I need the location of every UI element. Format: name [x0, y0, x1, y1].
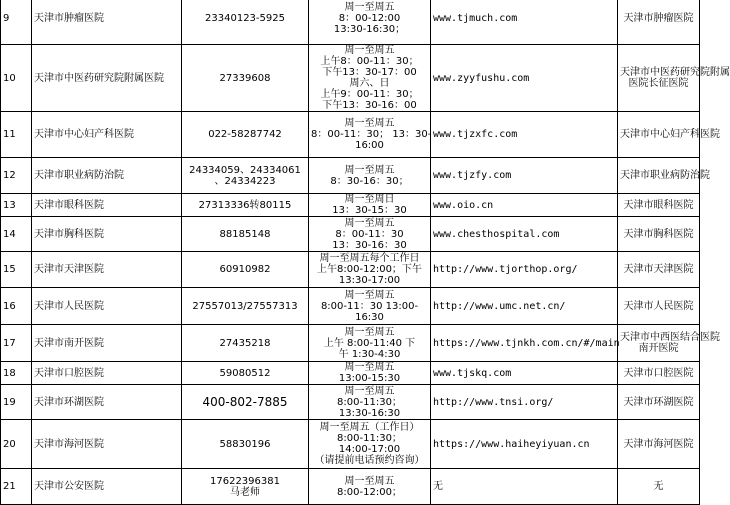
- table-row: [1, 325, 700, 362]
- registered-name: [618, 158, 710, 194]
- contact-phone: [182, 217, 309, 252]
- service-hours-line: 午 1:30-4:30: [338, 348, 401, 360]
- website: www.tjmuch.com: [431, 0, 618, 45]
- table-row: [1, 194, 700, 217]
- service-hours-line: 周一至周日: [344, 194, 395, 205]
- service-hours: [309, 194, 431, 217]
- service-hours-line: 8:00-11:30；: [337, 396, 402, 408]
- table-row: [1, 469, 700, 505]
- service-hours: [309, 385, 431, 420]
- table-row: [1, 217, 700, 252]
- row-number: 10: [1, 45, 32, 112]
- row-number: 20: [1, 420, 32, 469]
- registered-name: [618, 194, 700, 217]
- contact-phone-line: 022-58287742: [208, 129, 282, 140]
- website: www.oio.cn: [431, 194, 618, 217]
- registered-name-line: 天津市海河医院: [623, 438, 694, 450]
- contact-phone: [182, 385, 309, 420]
- registered-name-line: 天津市人民医院: [623, 300, 694, 312]
- registered-name: [618, 217, 700, 252]
- contact-phone: [182, 194, 309, 217]
- hospital-name: 天津市南开医院: [32, 325, 182, 362]
- hospital-name: 天津市海河医院: [32, 420, 182, 469]
- registered-name: [618, 362, 700, 385]
- service-hours-line: 周一至周五: [344, 385, 395, 397]
- registered-name: [618, 288, 700, 325]
- table-body: [1, 0, 730, 505]
- registered-name: [618, 420, 700, 469]
- table-row: [1, 45, 700, 112]
- service-hours: [309, 325, 431, 362]
- service-hours: [309, 420, 431, 469]
- registered-name-line: 天津市胸科医院: [623, 228, 694, 240]
- registered-name-line: 天津市中医药研究院附属: [620, 67, 730, 78]
- service-hours-line: 8：00-11：30； 13：30-: [311, 129, 432, 140]
- table-row: [1, 362, 700, 385]
- table-row: [1, 252, 700, 288]
- service-hours-line: 周一至周五（工作日）: [319, 422, 420, 433]
- service-hours: [309, 45, 431, 112]
- service-hours-line: 下午13：30-16：00: [322, 100, 417, 111]
- website: http://www.tnsi.org/: [431, 385, 618, 420]
- row-number: 17: [1, 325, 32, 362]
- registered-name-line: 天津市中西医结合医院: [620, 332, 720, 343]
- registered-name-line: 南开医院: [638, 343, 679, 354]
- service-hours-line: 上午9：00-11：30；: [320, 89, 419, 100]
- service-hours-line: 8：00-12:00: [338, 13, 401, 24]
- service-hours-line: 14:00-17:00: [338, 444, 401, 455]
- contact-phone-line: 27435218: [219, 337, 271, 349]
- service-hours-line: 8:00-12:00；: [337, 486, 402, 498]
- service-hours: [309, 217, 431, 252]
- service-hours-line: 13:30-16:30；: [333, 24, 406, 35]
- registered-name-line: 天津市天津医院: [623, 264, 694, 275]
- service-hours: [309, 469, 431, 505]
- contact-phone-line: 24334059、24334061: [189, 164, 301, 176]
- hospital-name: 天津市职业病防治院: [32, 158, 182, 194]
- row-number: 9: [1, 0, 32, 45]
- contact-phone: [182, 469, 309, 505]
- contact-phone-line: 88185148: [219, 228, 271, 240]
- service-hours: [309, 288, 431, 325]
- service-hours-line: 周一至周五: [344, 118, 395, 129]
- contact-phone: [182, 288, 309, 325]
- contact-phone: [182, 0, 309, 45]
- contact-phone-line: 27339608: [219, 72, 271, 84]
- service-hours-line: 上午 8:00-11:40 下: [323, 337, 416, 349]
- service-hours-line: 16:00: [355, 140, 384, 151]
- service-hours-line: 周一至周五: [344, 2, 395, 13]
- service-hours-line: 13:30-16:30: [338, 407, 401, 419]
- contact-phone: [182, 362, 309, 385]
- row-number: 12: [1, 158, 32, 194]
- website: www.chesthospital.com: [431, 217, 618, 252]
- registered-name: [618, 325, 720, 362]
- service-hours-line: 8：30-16：30；: [330, 175, 409, 187]
- service-hours-line: 周一至周五: [344, 475, 395, 487]
- contact-phone-line: 60910982: [219, 264, 271, 275]
- contact-phone: [182, 45, 309, 112]
- registered-name-line: 无: [653, 481, 664, 492]
- row-number: 14: [1, 217, 32, 252]
- service-hours-line: 13:30-17:00: [338, 275, 401, 286]
- hospital-name: 天津市中医药研究院附属医院: [32, 45, 182, 112]
- service-hours-line: 周一至周五: [344, 289, 395, 301]
- contact-phone: [182, 158, 309, 194]
- website: www.tjzfy.com: [431, 158, 618, 194]
- table-row: [1, 385, 700, 420]
- hospital-name: 天津市肿瘤医院: [32, 0, 182, 45]
- registered-name: [618, 252, 700, 288]
- table-row: [1, 158, 700, 194]
- website: https://www.haiheyiyuan.cn: [431, 420, 618, 469]
- hospital-name: 天津市天津医院: [32, 252, 182, 288]
- service-hours-line: 13：30-16：30: [332, 239, 407, 251]
- website: http://www.tjorthop.org/: [431, 252, 618, 288]
- service-hours-line: 周一至周五: [344, 45, 395, 56]
- registered-name-line: 天津市职业病防治院: [620, 170, 710, 181]
- contact-phone-line: 58830196: [219, 438, 271, 450]
- registered-name-line: 天津市环湖医院: [623, 396, 694, 408]
- service-hours: [309, 252, 431, 288]
- registered-name: [618, 385, 700, 420]
- contact-phone-line: 17622396381: [210, 475, 280, 487]
- row-number: 15: [1, 252, 32, 288]
- row-number: 13: [1, 194, 32, 217]
- service-hours-line: （请提前电话预约咨询）: [314, 455, 425, 466]
- registered-name: [618, 0, 700, 45]
- service-hours-line: 周一至周五: [344, 362, 395, 373]
- registered-name-line: 天津市中心妇产科医院: [620, 129, 720, 140]
- website: 无: [431, 469, 618, 505]
- contact-phone-line: 59080512: [219, 367, 271, 379]
- registered-name-line: 天津市眼科医院: [623, 199, 694, 211]
- registered-name: [618, 469, 700, 505]
- hospital-name: 天津市眼科医院: [32, 194, 182, 217]
- service-hours: [309, 362, 431, 385]
- registered-name-line: 天津市肿瘤医院: [623, 13, 694, 24]
- service-hours-line: 上午8:00-12:00；下午: [317, 264, 422, 275]
- service-hours-line: 13：30-15：30: [332, 205, 407, 216]
- row-number: 16: [1, 288, 32, 325]
- table-row: [1, 288, 700, 325]
- service-hours-line: 8：00-11：30: [335, 228, 404, 240]
- hospital-name: 天津市中心妇产科医院: [32, 112, 182, 158]
- table-row: [1, 420, 700, 469]
- service-hours-line: 周一至周五: [344, 217, 395, 229]
- contact-phone-line: 、24334223: [214, 175, 276, 187]
- table-row: [1, 0, 700, 45]
- service-hours: [309, 112, 431, 158]
- row-number: 11: [1, 112, 32, 158]
- service-hours: [309, 158, 431, 194]
- hospital-name: 天津市环湖医院: [32, 385, 182, 420]
- contact-phone-line: 27557013/27557313: [192, 300, 298, 312]
- service-hours-line: 下午13：30-17：00: [322, 67, 417, 78]
- table-row: [1, 112, 700, 158]
- row-number: 19: [1, 385, 32, 420]
- service-hours-line: 周一至周五: [344, 326, 395, 338]
- contact-phone: [182, 325, 309, 362]
- website: http://www.umc.net.cn/: [431, 288, 618, 325]
- hospital-name: 天津市公安医院: [32, 469, 182, 505]
- registered-name: [618, 112, 720, 158]
- registered-name-line: 天津市口腔医院: [623, 367, 694, 379]
- service-hours-line: 8:00-11:30；: [337, 433, 402, 444]
- contact-phone-line: 400-802-7885: [202, 394, 288, 409]
- contact-phone-line: 马老师: [230, 486, 260, 498]
- website: www.zyyfushu.com: [431, 45, 618, 112]
- contact-phone: [182, 420, 309, 469]
- contact-phone: [182, 112, 309, 158]
- service-hours-line: 16:30: [355, 311, 384, 323]
- service-hours-line: 上午8：00-11：30；: [320, 56, 419, 67]
- hospital-name: 天津市人民医院: [32, 288, 182, 325]
- website: https://www.tjnkh.com.cn/#/main: [431, 325, 618, 362]
- website: www.tjskq.com: [431, 362, 618, 385]
- service-hours-line: 周六、日: [349, 78, 390, 89]
- hospital-name: 天津市口腔医院: [32, 362, 182, 385]
- service-hours-line: 周一至周五每个工作日: [319, 253, 420, 264]
- hospital-name: 天津市胸科医院: [32, 217, 182, 252]
- contact-phone-line: 27313336转80115: [198, 199, 292, 211]
- contact-phone-line: 23340123-5925: [205, 13, 285, 24]
- website: www.tjzxfc.com: [431, 112, 618, 158]
- service-hours-line: 8:00-11：30 13:00-: [320, 300, 419, 312]
- row-number: 21: [1, 469, 32, 505]
- row-number: 18: [1, 362, 32, 385]
- service-hours: [309, 0, 431, 45]
- registered-name: [618, 45, 730, 112]
- service-hours-line: 13:00-15:30: [338, 373, 401, 384]
- service-hours-line: 周一至周五: [344, 164, 395, 176]
- registered-name-line: 医院长征医院: [628, 78, 689, 89]
- contact-phone: [182, 252, 309, 288]
